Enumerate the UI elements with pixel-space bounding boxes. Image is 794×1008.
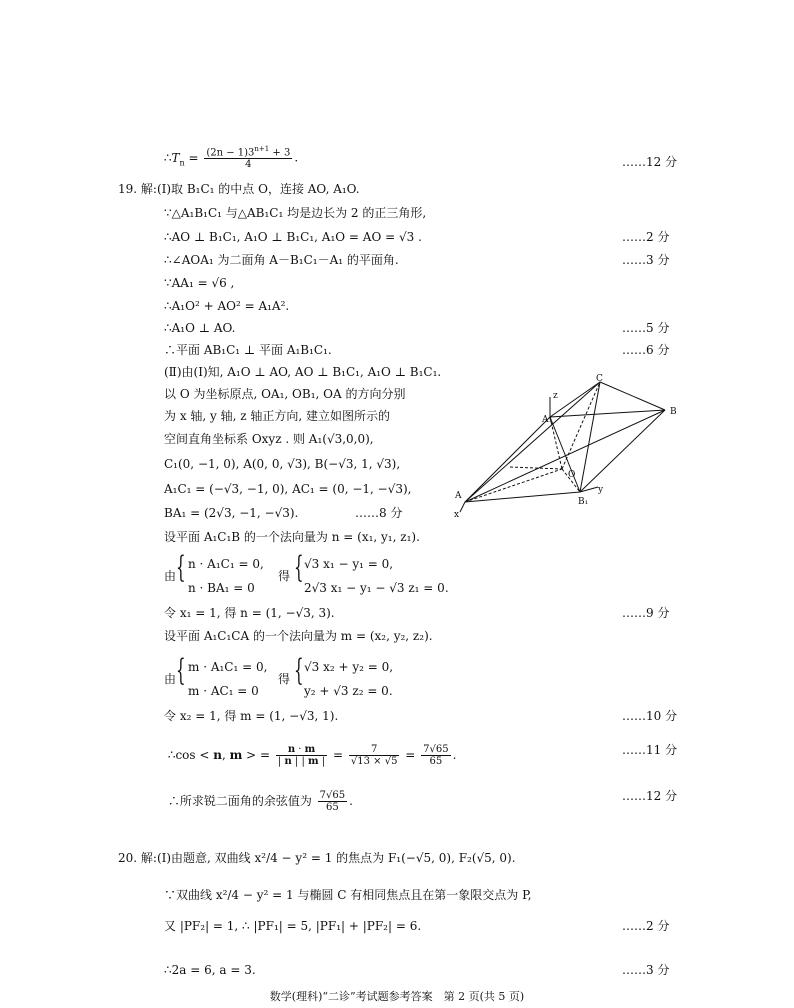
edge — [550, 417, 580, 492]
brace: { — [176, 550, 186, 585]
sys2-eq1: m · A₁C₁ = 0, — [188, 660, 268, 674]
score: ……10 分 — [622, 709, 678, 723]
eq-Tn: $\therefore T_n$ = $\frac{(2n - 1)3^{n+1} + 3}{4}$ . — [163, 145, 299, 171]
line: ∴A₁O² + AO² = A₁A². — [164, 299, 290, 313]
line: C₁(0, −1, 0), A(0, 0, √3), B(−√3, 1, √3), — [164, 457, 401, 471]
label-B1: B₁ — [578, 497, 589, 507]
sys2-eq2: m · AC₁ = 0 — [188, 684, 259, 698]
sys2-res1: √3 x₂ + y₂ = 0, — [304, 660, 394, 674]
line: 令 x₁ = 1, 得 n = (1, −√3, 3). — [164, 606, 335, 620]
label-B: B — [670, 407, 677, 417]
x-axis — [460, 502, 465, 512]
dashed — [465, 469, 562, 502]
edge — [465, 382, 600, 502]
q20-header: 20. 解:(Ⅰ)由题意, 双曲线 x²/4 − y² = 1 的焦点为 F₁(−√5, 0), F₂(√5, 0). — [118, 851, 516, 865]
de: 得 — [278, 672, 291, 686]
de: 得 — [278, 569, 291, 583]
line: ∴平面 AB₁C₁ ⊥ 平面 A₁B₁C₁. — [164, 343, 332, 357]
cos-line: ∴cos < n, m > = $\frac{n \cdot m}{| n | | m |}$ = $\frac{7}{√13 \times √5}$ = $\frac{7√65}{65}$ . — [167, 744, 457, 767]
sys1-eq1: n · A₁C₁ = 0, — [188, 557, 264, 571]
you: 由 — [164, 569, 177, 583]
sys1-eq2: n · BA₁ = 0 — [188, 581, 255, 595]
brace: { — [176, 653, 186, 688]
score: ……12 分 — [622, 155, 678, 169]
edge — [465, 415, 553, 502]
edge — [600, 382, 665, 410]
brace: { — [294, 550, 304, 585]
sys2-res2: y₂ + √3 z₂ = 0. — [304, 684, 393, 698]
line: ∴A₁O ⊥ AO. — [164, 321, 236, 335]
label-O: O — [568, 470, 576, 480]
line: ∴AO ⊥ B₁C₁, A₁O ⊥ B₁C₁, A₁O = AO = √3 . — [164, 230, 422, 244]
line: 空间直角坐标系 Oxyz . 则 A₁(√3,0,0), — [164, 432, 374, 446]
page-footer: 数学(理科)“二诊”考试题参考答案 第 2 页(共 5 页) — [269, 990, 525, 1003]
answer-line: ∴所求锐二面角的余弦值为 $\frac{7√65}{65}$ . — [167, 790, 353, 813]
line: 以 O 为坐标原点, OA₁, OB₁, OA 的方向分别 — [164, 387, 406, 401]
sys1-res2: 2√3 x₁ − y₁ − √3 z₁ = 0. — [304, 581, 449, 595]
edge — [465, 410, 665, 502]
line: ∵双曲线 x²/4 − y² = 1 与椭圆 C 有相同焦点且在第一象限交点为 P, — [164, 888, 532, 902]
line: ∴∠AOA₁ 为二面角 A－B₁C₁－A₁ 的平面角. — [164, 253, 399, 267]
label-y: y — [598, 485, 604, 495]
brace: { — [294, 653, 304, 688]
you: 由 — [164, 672, 177, 686]
line: A₁C₁ = (−√3, −1, 0), AC₁ = (0, −1, −√3), — [164, 482, 412, 496]
line: (Ⅱ)由(Ⅰ)知, A₁O ⊥ AO, AO ⊥ B₁C₁, A₁O ⊥ B₁C₁. — [164, 365, 442, 379]
line: BA₁ = (2√3, −1, −√3). — [164, 506, 299, 520]
score: ……9 分 — [622, 606, 670, 620]
score: ……11 分 — [622, 743, 678, 757]
dashed — [510, 467, 562, 469]
line: ∵△A₁B₁C₁ 与△AB₁C₁ 均是边长为 2 的正三角形, — [164, 206, 427, 220]
line: 又 |PF₂| = 1, ∴ |PF₁| = 5, |PF₁| + |PF₂| = 6. — [164, 919, 422, 933]
label-z: z — [553, 391, 558, 401]
q19-header: 19. 解:(Ⅰ)取 B₁C₁ 的中点 O，连接 AO, A₁O. — [118, 182, 360, 196]
geometry-figure — [450, 372, 690, 522]
score: ……5 分 — [622, 321, 670, 335]
label-A1: A₁ — [542, 415, 553, 425]
score: ……3 分 — [622, 253, 670, 267]
line: ∴2a = 6, a = 3. — [164, 963, 256, 977]
score: ……2 分 — [622, 230, 670, 244]
label-C: C — [596, 374, 603, 384]
score: ……2 分 — [622, 919, 670, 933]
label-x: x — [454, 510, 460, 520]
line: 为 x 轴, y 轴, z 轴正方向, 建立如图所示的 — [164, 409, 391, 423]
score: ……3 分 — [622, 963, 670, 977]
line: 令 x₂ = 1, 得 m = (1, −√3, 1). — [164, 709, 339, 723]
sys1-res1: √3 x₁ − y₁ = 0, — [304, 557, 394, 571]
line: ∵AA₁ = √6 , — [164, 276, 235, 290]
edge — [465, 492, 580, 502]
score: ……12 分 — [622, 789, 678, 803]
score: ……6 分 — [622, 343, 670, 357]
line: 设平面 A₁C₁B 的一个法向量为 n = (x₁, y₁, z₁). — [164, 530, 420, 544]
label-A: A — [455, 491, 462, 501]
line: 设平面 A₁C₁CA 的一个法向量为 m = (x₂, y₂, z₂). — [164, 629, 433, 643]
score: ……8 分 — [355, 506, 403, 520]
